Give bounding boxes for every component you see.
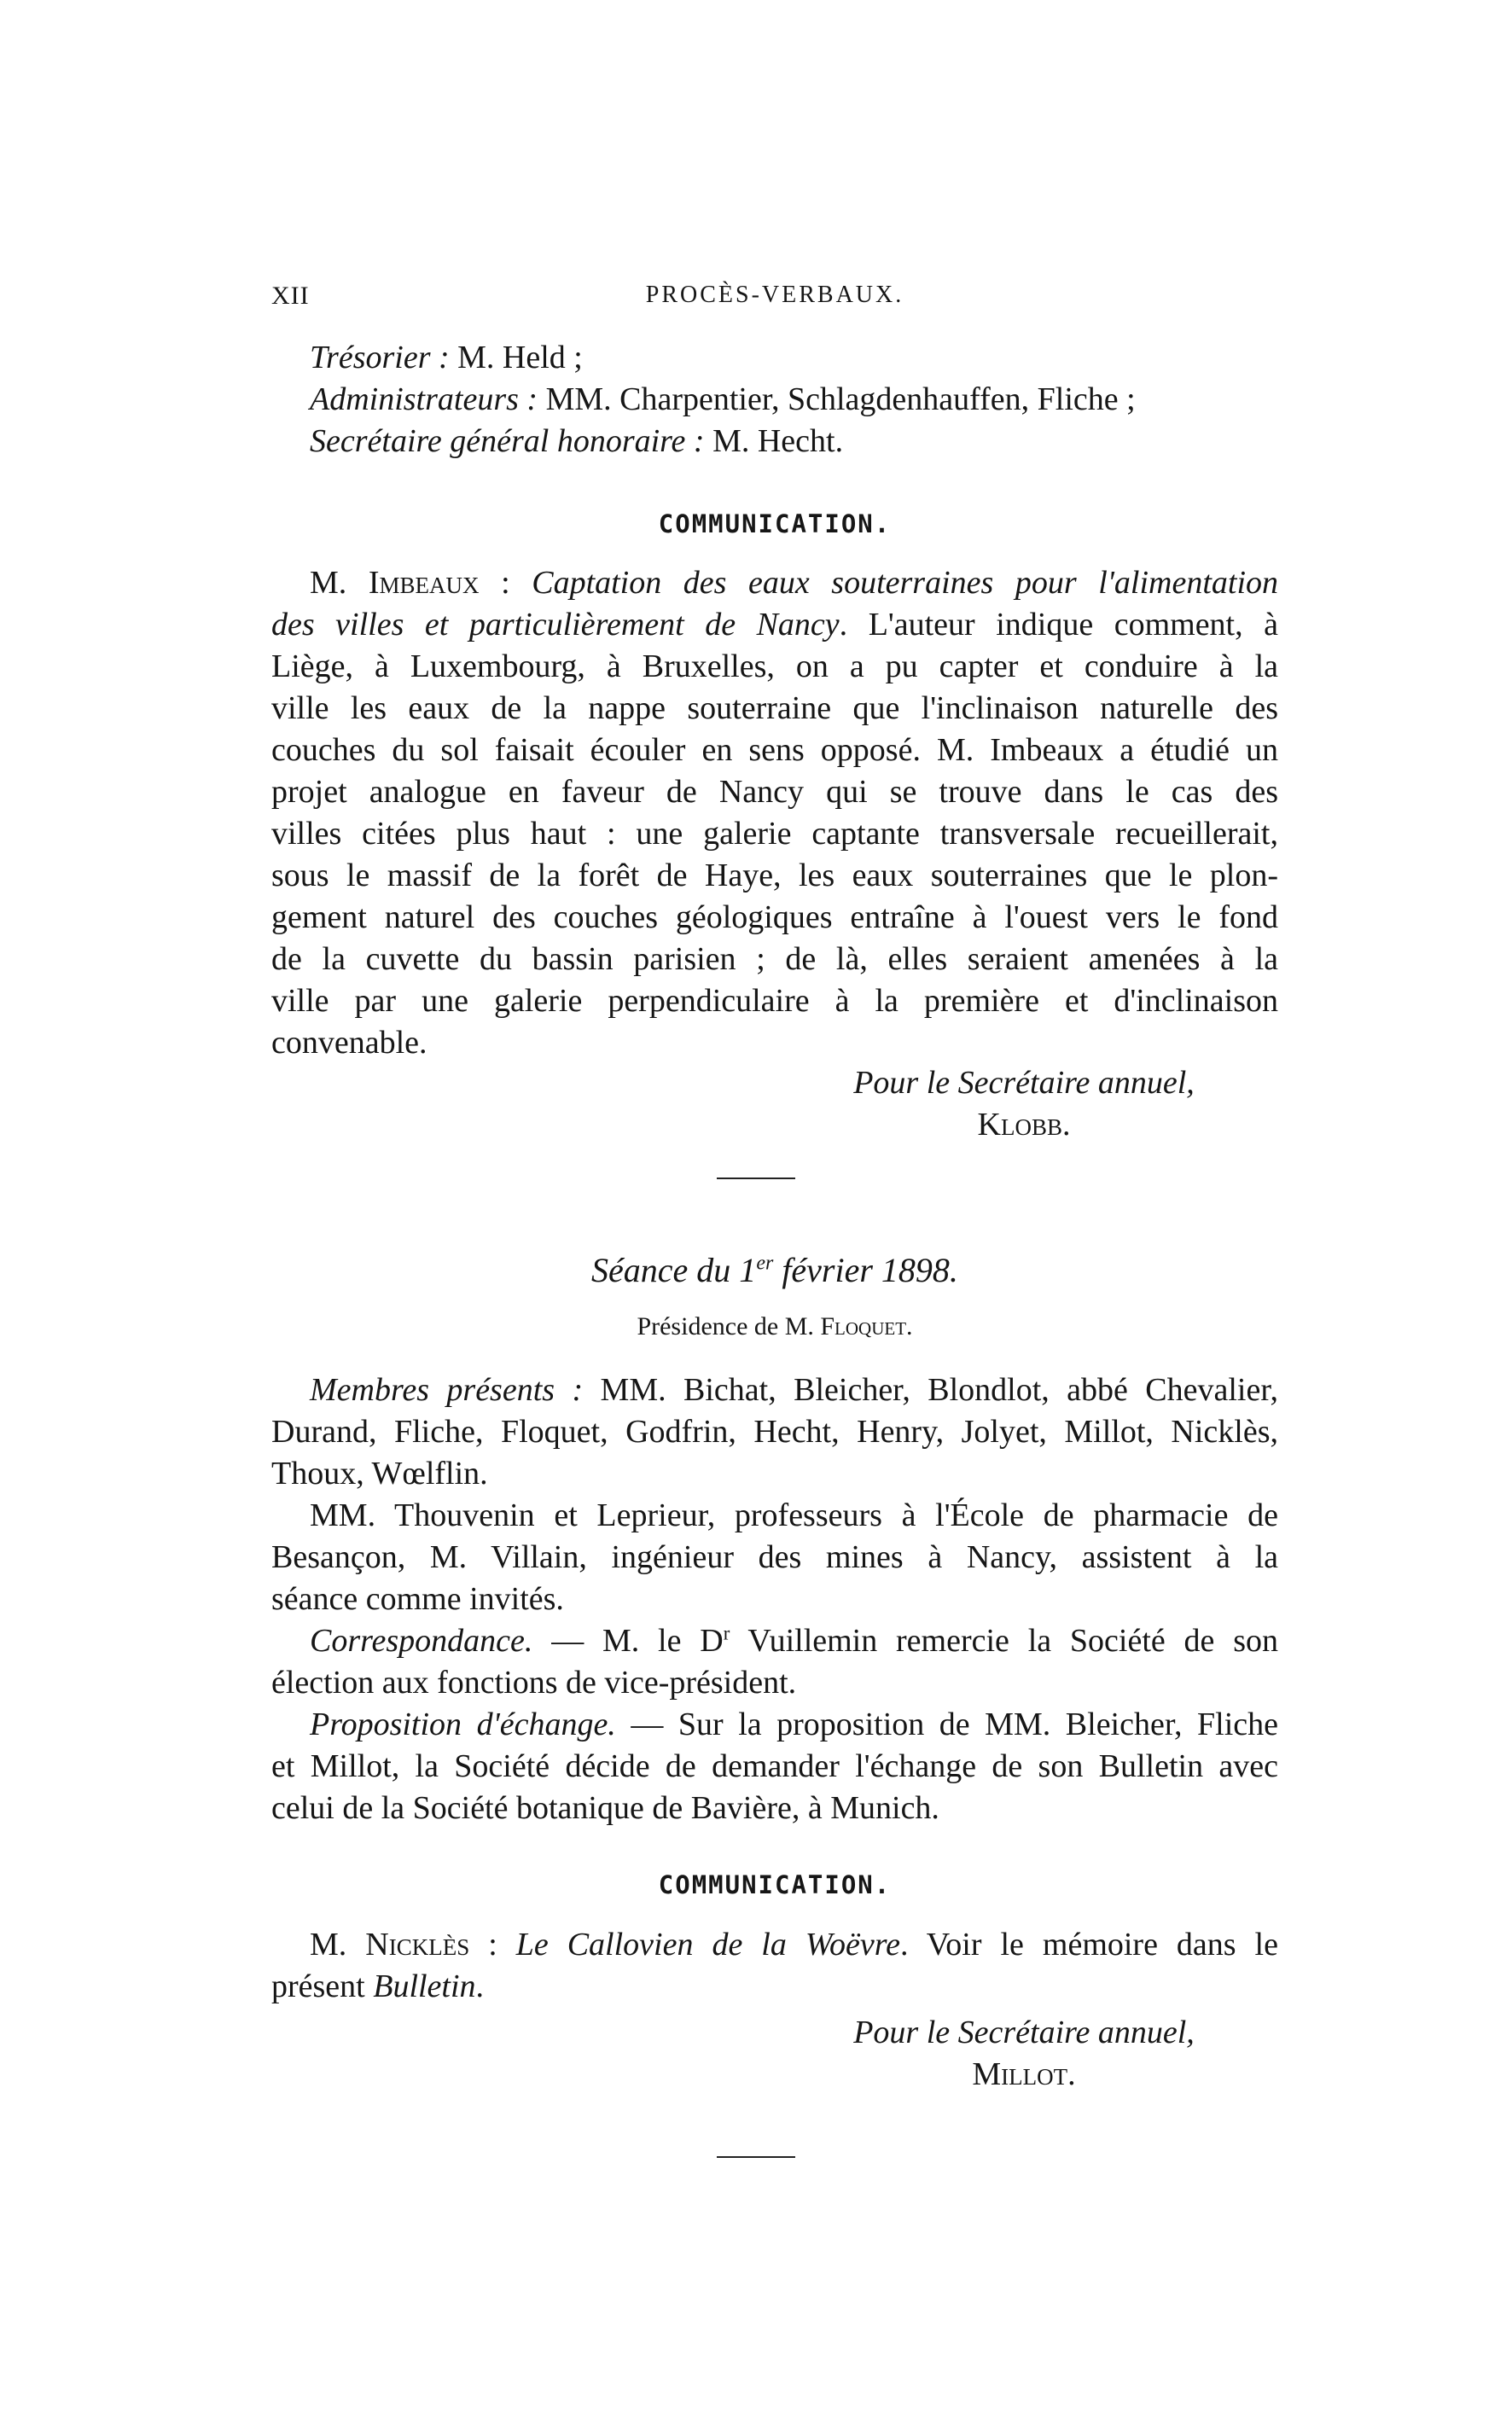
signature-2-line: Pour le Secrétaire annuel, xyxy=(853,2015,1195,2050)
correspondence-label: Correspondance. xyxy=(310,1623,533,1659)
session-title xyxy=(271,1250,1278,1290)
signature-2 xyxy=(802,2012,1246,2096)
bulletin-italic: Bulletin xyxy=(373,1968,476,2004)
administrators-value: MM. Charpentier, Schlagdenhauffen, Fliche ; xyxy=(538,381,1136,417)
signature-2-name: Millot. xyxy=(972,2056,1076,2092)
body-line: de la cuvette du bassin parisien ; de là, elles seraient amenées à la xyxy=(271,941,1278,977)
correspondence-text-prefix: — M. le D xyxy=(532,1623,724,1659)
exchange-label: Proposition d'échange. xyxy=(310,1707,616,1742)
presidence-prefix: Présidence de M. xyxy=(637,1312,821,1340)
communication-2-body-first: . Voir le mémoire dans le xyxy=(899,1927,1278,1963)
body-line: sous le massif de la forêt de Haye, les eaux souterraines que le plon- xyxy=(271,858,1278,893)
guests-line-1: MM. Thouvenin et Leprieur, professeurs à l'École de pharmacie de xyxy=(310,1497,1278,1533)
correspondence-line-2: élection aux fonctions de vice-président. xyxy=(271,1665,797,1701)
treasurer-value: M. Held ; xyxy=(449,340,583,375)
guests-line-3: séance comme invités. xyxy=(271,1581,564,1617)
exchange-line-2: et Millot, la Société décide de demander l'échange de son Bulletin avec xyxy=(271,1748,1278,1784)
body-line: ville par une galerie perpendiculaire à la première et d'inclinaison xyxy=(271,983,1278,1019)
divider-rule-2 xyxy=(717,2156,795,2158)
correspondence-text-suffix: Vuillemin remercie la Société de son xyxy=(730,1623,1278,1659)
members-line-3: Thoux, Wœlflin. xyxy=(271,1456,488,1492)
signature-1 xyxy=(802,1062,1246,1146)
line2-suffix: . xyxy=(475,1968,485,2004)
running-head: PROCÈS-VERBAUX. xyxy=(645,282,904,308)
members-label: Membres présents : xyxy=(310,1372,584,1408)
body-line: couches du sol faisait écouler en sens opposé. M. Imbeaux a étudié un xyxy=(271,732,1278,768)
author-prefix: M. xyxy=(310,565,369,601)
treasurer-label: Trésorier : xyxy=(310,340,450,375)
honorary-secretary-label: Secrétaire général honoraire : xyxy=(310,423,705,459)
exchange-line-1 xyxy=(271,1704,1278,1746)
correspondence-sup: r xyxy=(723,1622,730,1644)
guests-line-2: Besançon, M. Villain, ingénieur des mines à Nancy, assistent à la xyxy=(271,1539,1278,1575)
exchange-line-3: celui de la Société botanique de Bavière, à Munich. xyxy=(271,1790,939,1826)
body-line: ville les eaux de la nappe souterraine que l'inclinaison naturelle des xyxy=(271,690,1278,726)
communication-2-line-1 xyxy=(271,1924,1278,1966)
administrators-line xyxy=(271,379,1278,421)
line2-prefix: présent xyxy=(271,1968,374,2004)
communication-2-line-2 xyxy=(271,1966,1278,2008)
session-title-suffix: février 1898. xyxy=(773,1251,958,1289)
session-body xyxy=(271,1369,1278,1829)
author-name: Imbeaux xyxy=(368,565,480,601)
correspondence-line-1 xyxy=(271,1620,1278,1662)
communication-1-line-2 xyxy=(271,604,1278,646)
communication-2-title: Le Callovien de la Woëvre xyxy=(515,1927,900,1963)
communication-1-line-1 xyxy=(271,562,1278,604)
signature-1-line: Pour le Secrétaire annuel, xyxy=(853,1065,1195,1101)
communication-2-body xyxy=(271,1924,1278,2008)
body-last-line: convenable. xyxy=(271,1025,427,1061)
body-line: projet analogue en faveur de Nancy qui se trouve dans le cas des xyxy=(271,774,1278,810)
communication-1-body xyxy=(271,562,1278,1064)
title-part-2: des villes et particulièrement de Nancy xyxy=(271,607,840,643)
title-part-1: Captation des eaux souterraines pour l'alimentation xyxy=(532,565,1278,601)
honorary-secretary-value: M. Hecht. xyxy=(704,423,844,459)
page-header xyxy=(271,282,1278,319)
communication-heading-1: COMMUNICATION. xyxy=(658,509,892,538)
body-line: villes citées plus haut : une galerie captante transversale recueillerait, xyxy=(271,816,1278,852)
exchange-text-1: — Sur la proposition de MM. Bleicher, Fliche xyxy=(615,1707,1278,1742)
divider-rule-1 xyxy=(717,1178,795,1179)
session-title-prefix: Séance du 1 xyxy=(591,1251,757,1289)
body-first: . L'auteur indique comment, à xyxy=(839,607,1278,643)
administrators-label: Administrateurs : xyxy=(310,381,538,417)
treasurer-line xyxy=(271,337,1278,379)
honorary-secretary-line xyxy=(271,421,1278,462)
members-line-1 xyxy=(271,1369,1278,1411)
members-line-2: Durand, Fliche, Floquet, Godfrin, Hecht, Henry, Jolyet, Millot, Nicklès, xyxy=(271,1414,1278,1450)
body-line: Liège, à Luxembourg, à Bruxelles, on a pu capter et conduire à la xyxy=(271,648,1278,684)
page-number: XII xyxy=(271,282,310,310)
author-prefix-2: M. xyxy=(310,1927,366,1963)
presidence-line xyxy=(271,1312,1278,1341)
author-name-2: Nicklès xyxy=(365,1927,470,1963)
officers-list xyxy=(271,337,1278,462)
members-list-1: MM. Bichat, Bleicher, Blondlot, abbé Chevalier, xyxy=(583,1372,1278,1408)
presidence-name: Floquet. xyxy=(820,1312,913,1340)
separator: : xyxy=(479,565,532,601)
session-title-sup: er xyxy=(756,1252,774,1275)
separator-2: : xyxy=(469,1927,516,1963)
signature-1-name: Klobb. xyxy=(977,1107,1071,1143)
communication-heading-2: COMMUNICATION. xyxy=(658,1870,892,1899)
body-line: gement naturel des couches géologiques entraîne à l'ouest vers le fond xyxy=(271,899,1278,935)
